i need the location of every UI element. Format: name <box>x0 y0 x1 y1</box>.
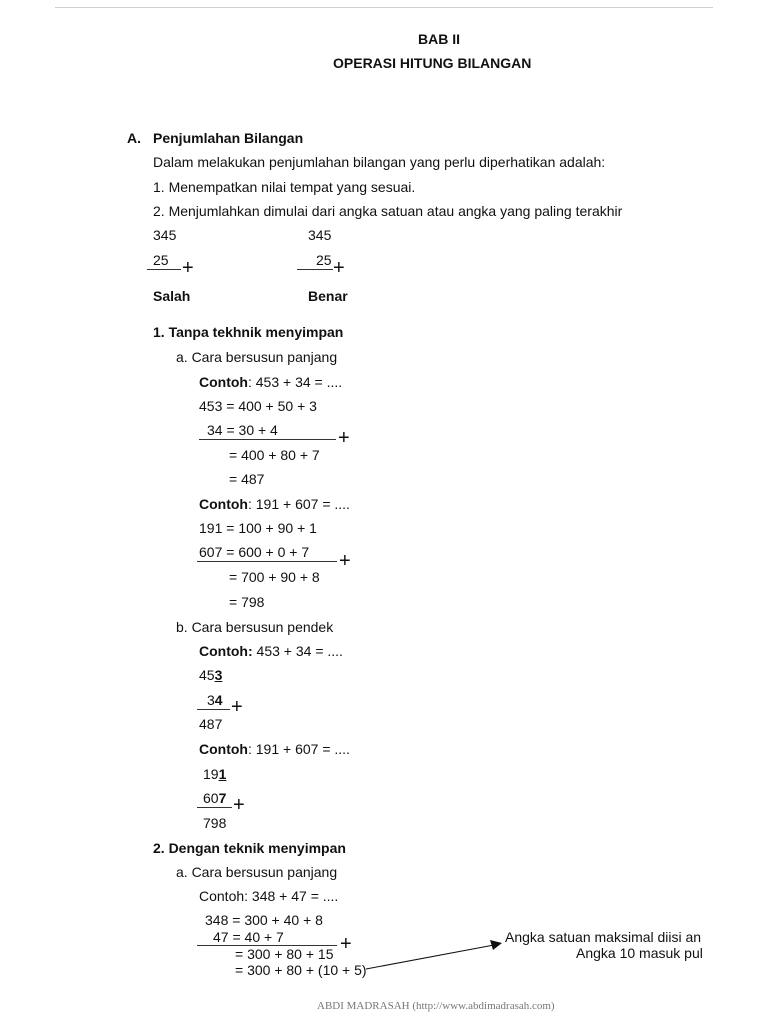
example-label: Contoh <box>199 496 248 512</box>
calc-result: = 798 <box>229 594 265 610</box>
plus-sign: + <box>233 794 245 816</box>
method-title: b. Cara bersusun pendek <box>176 619 334 635</box>
list-item: 2. Menjumlahkan dimulai dari angka satuan atau angka yang paling terakhir <box>153 203 623 219</box>
calc-line: = 400 + 80 + 7 <box>229 447 320 463</box>
sum-line <box>197 807 232 808</box>
stack-top-number: 453 <box>199 667 223 683</box>
page-footer: ABDI MADRASAH (http://www.abdimadrasah.com) <box>317 1000 555 1012</box>
right-label: Benar <box>308 288 348 304</box>
calc-line: = 300 + 80 + (10 + 5) <box>235 962 367 978</box>
example-problem: 453 + 34 = .... <box>252 643 343 659</box>
stack-result: 487 <box>199 716 223 732</box>
calc-line: = 300 + 80 + 15 <box>235 946 334 962</box>
example-heading <box>199 374 342 390</box>
example-label: Contoh: <box>199 643 253 659</box>
section-title: Penjumlahan Bilangan <box>153 130 304 146</box>
chapter-title: OPERASI HITUNG BILANGAN <box>333 55 532 71</box>
plus-sign: + <box>338 427 350 449</box>
stack-mid-number: 34 <box>207 692 223 708</box>
list-item: 1. Menempatkan nilai tempat yang sesuai. <box>153 179 416 195</box>
subsection-title: 2. Dengan teknik menyimpan <box>153 840 346 856</box>
example-label: Contoh <box>199 374 248 390</box>
sum-line <box>199 439 336 440</box>
calc-line: 348 = 300 + 40 + 8 <box>205 912 323 928</box>
plus-sign: + <box>340 933 352 955</box>
plus-sign: + <box>182 257 194 279</box>
subsection-title: 1. Tanpa tekhnik menyimpan <box>153 324 344 340</box>
sum-line <box>297 269 333 270</box>
sum-line <box>147 269 181 270</box>
plus-sign: + <box>231 696 243 718</box>
right-bottom-number: 25 <box>316 252 332 268</box>
example-problem: : 453 + 34 = .... <box>247 374 343 390</box>
wrong-top-number: 345 <box>153 227 177 243</box>
stack-top-number: 191 <box>203 766 227 782</box>
note-line: Angka 10 masuk pul <box>576 945 703 961</box>
plus-sign: + <box>333 257 345 279</box>
example-label: Contoh <box>199 741 248 757</box>
right-top-number: 345 <box>308 227 332 243</box>
top-rule <box>55 7 713 8</box>
method-title: a. Cara bersusun panjang <box>176 864 338 880</box>
example-heading <box>199 643 343 659</box>
example-problem: Contoh: 348 + 47 = .... <box>199 888 339 904</box>
calc-line: 607 = 600 + 0 + 7 <box>199 544 310 560</box>
sum-line <box>197 561 337 562</box>
plus-sign: + <box>339 550 351 572</box>
calc-line: 191 = 100 + 90 + 1 <box>199 520 317 536</box>
calc-result: = 487 <box>229 471 265 487</box>
calc-line: 453 = 400 + 50 + 3 <box>199 398 317 414</box>
method-title: a. Cara bersusun panjang <box>176 349 338 365</box>
section-intro: Dalam melakukan penjumlahan bilangan yang perlu diperhatikan adalah: <box>153 154 606 170</box>
calc-line: 34 = 30 + 4 <box>207 422 278 438</box>
stack-mid-number: 607 <box>203 790 227 806</box>
sum-line <box>197 709 230 710</box>
example-problem: : 191 + 607 = .... <box>247 741 350 757</box>
calc-line: 47 = 40 + 7 <box>213 929 284 945</box>
stack-result: 798 <box>203 815 227 831</box>
calc-line: = 700 + 90 + 8 <box>229 569 320 585</box>
wrong-label: Salah <box>153 288 191 304</box>
chapter-label: BAB II <box>418 31 460 47</box>
note-line: Angka satuan maksimal diisi an <box>505 929 702 945</box>
wrong-bottom-number: 25 <box>153 252 169 268</box>
arrow-icon <box>360 935 510 975</box>
example-problem: : 191 + 607 = .... <box>247 496 350 512</box>
example-heading <box>199 741 350 757</box>
section-letter: A. <box>127 130 141 146</box>
example-heading <box>199 496 350 512</box>
